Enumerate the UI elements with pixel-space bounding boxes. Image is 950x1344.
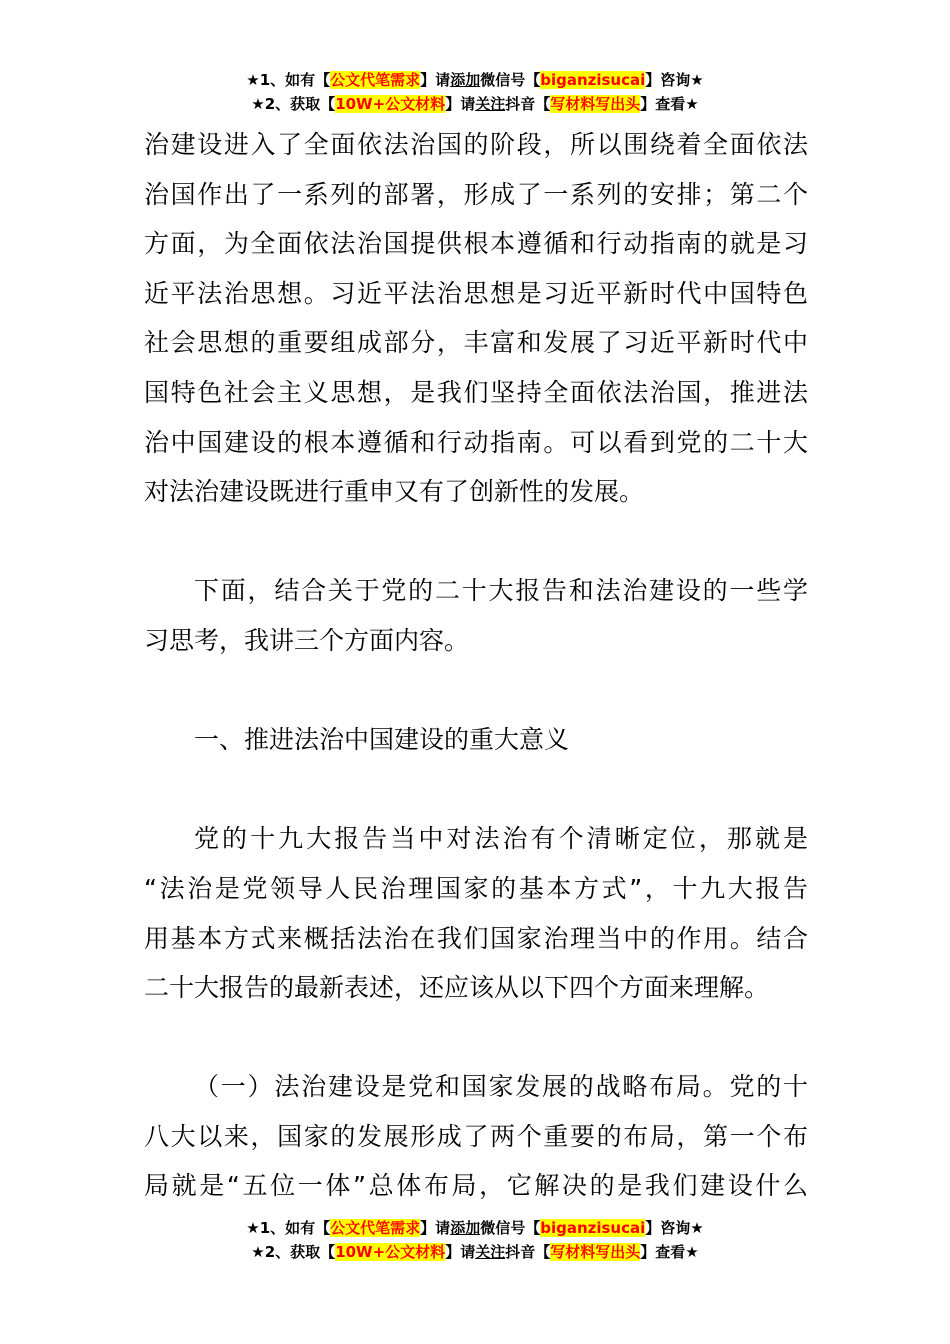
- document-body: [144, 120, 808, 1211]
- banner-text: 微信号【: [480, 1219, 541, 1237]
- paragraph-line: 治国作出了一系列的部署，形成了一系列的安排；第二个: [144, 179, 808, 209]
- paragraph-line: 近平法治思想。习近平法治思想是习近平新时代中国特色: [144, 278, 808, 308]
- highlight-text: 公文代笔需求: [330, 1219, 421, 1237]
- paragraph-gap: [144, 666, 808, 716]
- highlight-text: 10W+公文材料: [335, 1243, 446, 1261]
- banner-line-2: [0, 1240, 950, 1264]
- paragraph-line: 习思考，我讲三个方面内容。: [144, 625, 470, 655]
- banner-text: 抖音【: [505, 1243, 551, 1261]
- paragraph-line: 党的十九大报告当中对法治有个清晰定位，那就是: [194, 824, 808, 854]
- banner-text: ★1、如有【: [246, 71, 331, 89]
- banner-text: 】请: [420, 1219, 451, 1237]
- banner-text: 抖音【: [505, 95, 551, 113]
- banner-text: 】咨询★: [645, 71, 704, 89]
- paragraph-line: 用基本方式来概括法治在我们国家治理当中的作用。结合: [144, 923, 808, 953]
- paragraph-line: 治建设进入了全面依法治国的阶段，所以围绕着全面依法: [144, 130, 808, 159]
- banner-text: ★2、获取【: [251, 1243, 336, 1261]
- banner-line-1: [0, 1216, 950, 1240]
- paragraph-line: 局就是“五位一体”总体布局，它解决的是我们建设什么: [144, 1171, 808, 1201]
- banner-text: ★1、如有【: [246, 1219, 331, 1237]
- banner-text: 微信号【: [480, 71, 541, 89]
- banner-text: ★2、获取【: [251, 95, 336, 113]
- paragraph-line: 治中国建设的根本遵循和行动指南。可以看到党的二十大: [144, 427, 808, 457]
- banner-text: 】请: [445, 95, 476, 113]
- highlight-text: 写材料写出头: [550, 95, 641, 113]
- paragraph-line: 下面，结合关于党的二十大报告和法治建设的一些学: [194, 576, 808, 606]
- banner-line-1: [0, 68, 950, 92]
- footer-banner: [0, 1216, 950, 1264]
- header-banner: [0, 68, 950, 116]
- banner-text: 】查看★: [640, 95, 699, 113]
- paragraph-line: “法治是党领导人民治理国家的基本方式”，十九大报告: [144, 873, 808, 903]
- underlined-text: 关注: [475, 1243, 506, 1261]
- banner-line-2: [0, 92, 950, 116]
- highlight-text: biganzisucai: [540, 71, 646, 89]
- paragraph-gap: [144, 517, 808, 567]
- underlined-text: 添加: [450, 1219, 481, 1237]
- banner-text: 】请: [420, 71, 451, 89]
- paragraph-line: 社会思想的重要组成部分，丰富和发展了习近平新时代中: [144, 328, 808, 358]
- paragraph-line: 国特色社会主义思想，是我们坚持全面依法治国，推进法: [144, 377, 808, 407]
- underlined-text: 关注: [475, 95, 506, 113]
- highlight-text: biganzisucai: [540, 1219, 646, 1237]
- paragraph-gap: [144, 765, 808, 815]
- paragraph-line: 对法治建设既进行重申又有了创新性的发展。: [144, 477, 645, 507]
- paragraph-line: （一）法治建设是党和国家发展的战略布局。党的十: [194, 1072, 808, 1102]
- paragraph-gap: [144, 1013, 808, 1063]
- highlight-text: 写材料写出头: [550, 1243, 641, 1261]
- highlight-text: 公文代笔需求: [330, 71, 421, 89]
- underlined-text: 添加: [450, 71, 481, 89]
- banner-text: 】请: [445, 1243, 476, 1261]
- section-heading: 一、推进法治中国建设的重大意义: [194, 725, 570, 755]
- paragraph-line: 二十大报告的最新表述，还应该从以下四个方面来理解。: [144, 973, 770, 1003]
- banner-text: 】查看★: [640, 1243, 699, 1261]
- paragraph-line: 八大以来，国家的发展形成了两个重要的布局，第一个布: [144, 1121, 808, 1151]
- paragraph-line: 方面，为全面依法治国提供根本遵循和行动指南的就是习: [144, 229, 808, 259]
- banner-text: 】咨询★: [645, 1219, 704, 1237]
- highlight-text: 10W+公文材料: [335, 95, 446, 113]
